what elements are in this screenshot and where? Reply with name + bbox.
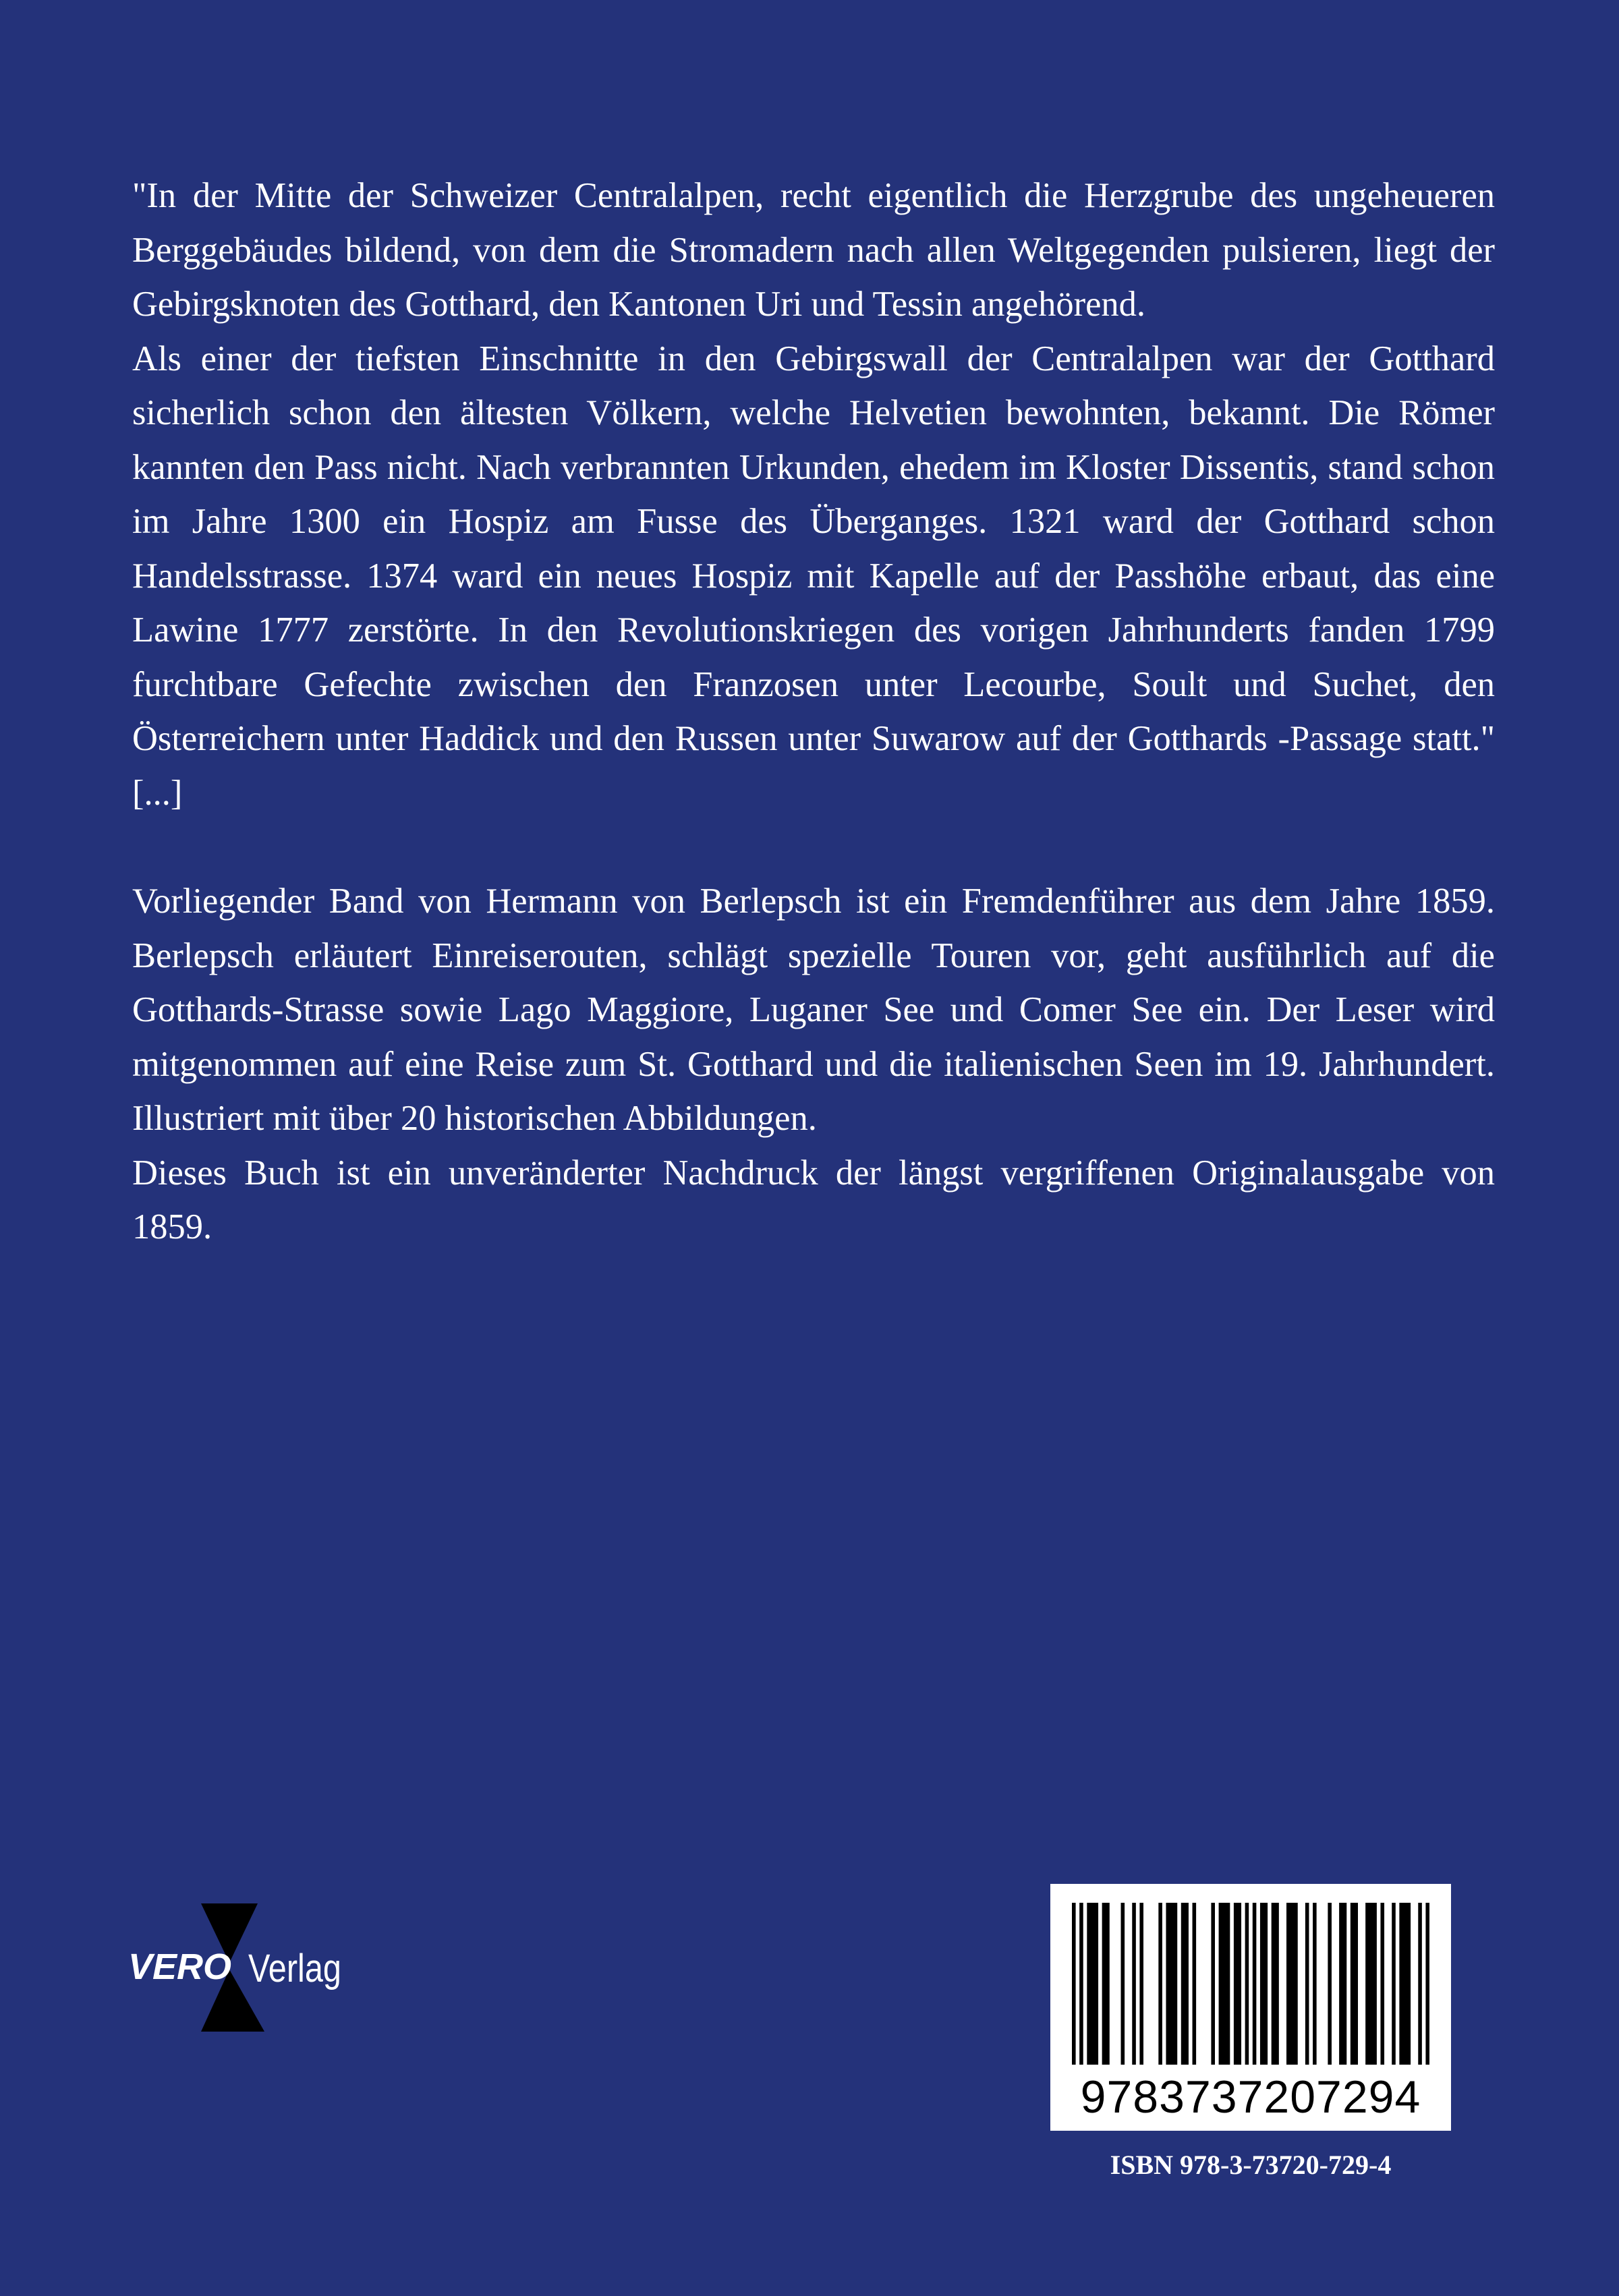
barcode-bar-1 [1079,1903,1083,2065]
barcode-bar-15 [1253,1903,1257,2065]
isbn-label: ISBN 978-3-73720-729-4 [1110,2150,1392,2180]
barcode-bar-28 [1418,1903,1422,2065]
logo-text-verlag: Verlag [248,1947,341,1990]
barcode-bar-10 [1193,1903,1197,2065]
barcode-bar-25 [1380,1903,1384,2065]
barcode-bar-24 [1365,1903,1377,2065]
barcode-bar-12 [1219,1903,1230,2065]
barcode-digits: 9783737207294 [1080,2071,1421,2123]
barcode-bar-17 [1272,1903,1279,2065]
barcode-bar-29 [1425,1903,1429,2065]
blurb-paragraph-quote-1: "In der Mitte der Schweizer Centralalpen, recht eigentlich die Herzgrube des ungeheueren Berggebäudes bildend, von dem die Stromadern nach allen Weltgegenden pulsieren, liegt der Gebirgsknoten des Gotthard, den Kantonen Uri und Tessin angehörend. [132,176,1495,324]
barcode-bar-9 [1181,1903,1189,2065]
barcode-bar-14 [1245,1903,1249,2065]
back-cover-blurb [132,169,1495,1255]
barcode-bar-27 [1399,1903,1411,2065]
barcode-bar-4 [1121,1903,1125,2065]
barcode-bar-23 [1351,1903,1358,2065]
barcode-bar-0 [1072,1903,1076,2065]
isbn-barcode [1050,1884,1451,2131]
barcode-bars [1050,1884,1451,2073]
barcode-bar-20 [1313,1903,1317,2065]
barcode-bar-19 [1305,1903,1309,2065]
barcode-bar-7 [1158,1903,1162,2065]
barcode-bar-22 [1339,1903,1346,2065]
blurb-paragraph-quote-2: Als einer der tiefsten Einschnitte in den Gebirgswall der Centralalpen war der Gotthard sicherlich schon den ältesten Völkern, welche Helvetien bewohnten, bekannt. Die Römer kannten den Pass nicht. Nach verbrannten Urkunden, ehedem im Kloster Dissentis, stand schon im Jahre 1300 ein Hospiz am Fusse des Überganges. 1321 ward der Gotthard schon Handelsstrasse. 1374 ward ein neues Hospiz mit Kapelle auf der Passhöhe erbaut, das eine Lawine 1777 zerstörte. In den Revolutionskriegen des vorigen Jahrhunderts fanden 1799 furchtbare Gefechte zwischen den Franzosen unter Lecourbe, Soult und Suchet, den Österreichern unter Haddick und den Russen unter Suwarow auf der Gotthards -Passage statt." [...] [132,339,1495,813]
blurb-paragraph-description: Vorliegender Band von Hermann von Berlepsch ist ein Fremdenführer aus dem Jahre 1859. Berlepsch erläutert Einreiserouten, schlägt spezielle Touren vor, geht ausführlich auf die Gotthards-Strasse sowie Lago Maggiore, Luganer See und Comer See ein. Der Leser wird mitgenommen auf eine Reise zum St. Gotthard und die italienischen Seen im 19. Jahrhundert. Illustriert mit über 20 historischen Abbildungen. [132,882,1495,1138]
barcode-bar-5 [1132,1903,1136,2065]
barcode-bar-11 [1211,1903,1215,2065]
barcode-bar-8 [1166,1903,1177,2065]
blurb-paragraph-reprint-note: Dieses Buch ist ein unveränderter Nachdruck der längst vergriffenen Originalausgabe von 1859. [132,1153,1495,1246]
logo-text-vero: VERO [128,1947,232,1987]
barcode-bar-13 [1234,1903,1241,2065]
barcode-bar-18 [1286,1903,1298,2065]
barcode-bar-16 [1260,1903,1268,2065]
barcode-bar-26 [1392,1903,1396,2065]
barcode-bar-3 [1102,1903,1110,2065]
barcode-bar-6 [1139,1903,1143,2065]
vero-verlag-logo [128,1903,344,2032]
barcode-bar-21 [1328,1903,1332,2065]
barcode-bar-2 [1087,1903,1098,2065]
